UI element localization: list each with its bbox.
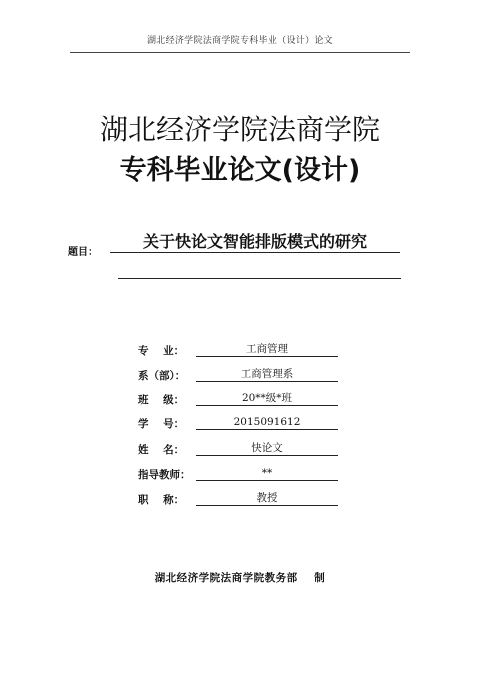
info-value: ** <box>196 467 338 481</box>
info-value: 工商管理系 <box>196 368 338 382</box>
info-value: 教授 <box>196 492 338 506</box>
info-value: 快论文 <box>196 442 338 456</box>
topic-second-underline <box>118 278 401 279</box>
running-header: 湖北经济学院法商学院专科毕业（设计）论文 <box>146 36 333 46</box>
info-label: 专 业： <box>138 345 185 357</box>
topic-label: 题目： <box>68 247 98 258</box>
info-label: 指导教师： <box>138 469 191 481</box>
info-label: 职 称： <box>138 494 185 506</box>
header-divider <box>70 52 410 53</box>
info-label: 班 级： <box>138 394 185 406</box>
info-label: 系（部）： <box>138 370 186 382</box>
topic-value: 关于快论文智能排版模式的研究 <box>110 230 400 253</box>
info-value: 2015091612 <box>196 416 338 430</box>
document-type-title: 专科毕业论文(设计) <box>119 155 361 186</box>
info-value: 20**级*班 <box>196 392 338 406</box>
info-value: 工商管理 <box>196 343 338 357</box>
info-label: 学 号： <box>138 418 185 430</box>
issuer-footer: 湖北经济学院法商学院教务部 制 <box>154 572 326 584</box>
info-label: 姓 名： <box>138 444 185 456</box>
school-title: 湖北经济学院法商学院 <box>99 113 380 146</box>
